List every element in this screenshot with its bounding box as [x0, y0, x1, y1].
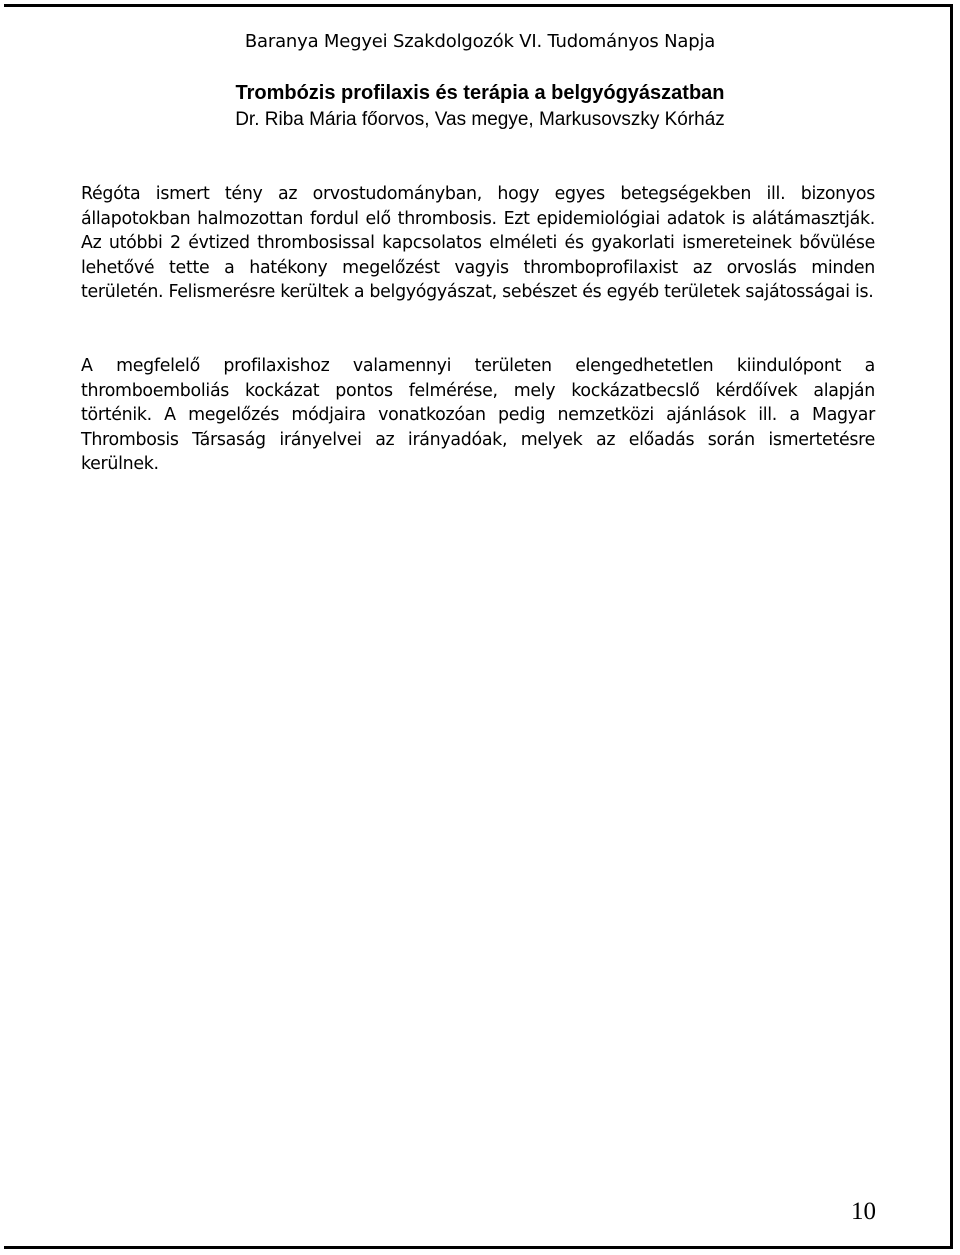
- body-paragraph-1: Régóta ismert tény az orvostudományban, hogy egyes betegségekben ill. bizonyos állapotokban halmozottan fordul elő thrombosis. Ezt epidemiológiai adatok is alátámasztják. Az utóbbi 2 évtized thrombosissal kapcsolatos elméleti és gyakorlati ismereteinek bővülése lehetővé tette a hatékony megelőzést vagyis thromboprofilaxist az orvoslás minden területén. Felismerésre kerültek a belgyógyászat, sebészet és egyéb területek sajátosságai is.: [81, 184, 875, 302]
- body-paragraph-2: A megfelelő profilaxishoz valamennyi területen elengedhetetlen kiindulópont a thromboemboliás kockázat pontos felmérése, mely kockázatbecslő kérdőívek alapján történik. A megelőzés módjaira vonatkozóan pedig nemzetközi ajánlások ill. a Magyar Thrombosis Társaság irányelvei az irányadóak, melyek az előadás során ismertetésre kerülnek.: [81, 356, 875, 474]
- article-author: Dr. Riba Mária főorvos, Vas megye, Markusovszky Kórház: [235, 109, 725, 130]
- running-header: Baranya Megyei Szakdolgozók VI. Tudományos Napja: [244, 31, 716, 52]
- article-title: Trombózis profilaxis és terápia a belgyógyászatban: [235, 82, 725, 104]
- page-number: 10: [851, 1198, 876, 1225]
